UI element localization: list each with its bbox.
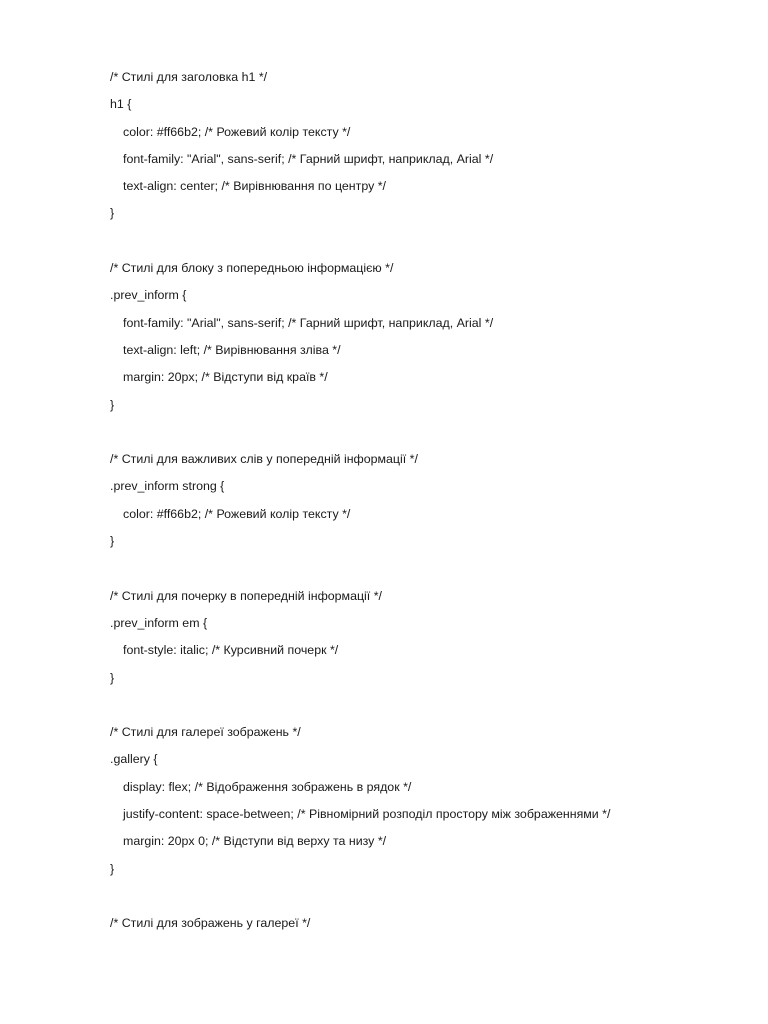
code-property-line: display: flex; /* Відображення зображень в рядок */ [123,779,412,794]
code-comment-line: /* Стилі для блоку з попередньою інформацією */ [110,261,394,276]
css-code-listing [110,64,750,938]
code-property-line: text-align: left; /* Вирівнювання зліва */ [123,342,341,357]
blank-line [110,692,750,719]
code-selector-line: .prev_inform { [110,288,187,303]
code-property-line: margin: 20px 0; /* Відступи від верху та низу */ [123,834,387,849]
blank-line [110,555,750,582]
code-property-line: color: #ff66b2; /* Рожевий колір тексту */ [123,506,351,521]
code-comment-line: /* Стилі для заголовка h1 */ [110,70,268,84]
code-property-line: font-family: "Arial", sans-serif; /* Гарний шрифт, наприклад, Arial */ [123,315,494,330]
code-closing-brace: } [110,397,115,412]
code-property-line: text-align: center; /* Вирівнювання по центру */ [123,179,386,194]
code-selector-line: .prev_inform em { [110,615,208,630]
code-selector-line: .gallery { [110,752,158,767]
code-closing-brace: } [110,861,115,876]
code-comment-line: /* Стилі для важливих слів у попередній інформації */ [110,452,418,467]
code-property-line: justify-content: space-between; /* Рівномірний розподіл простору між зображеннями */ [123,807,611,822]
code-property-line: font-family: "Arial", sans-serif; /* Гарний шрифт, наприклад, Arial */ [123,151,494,166]
blank-line [110,228,750,255]
code-selector-line: h1 { [110,97,132,112]
code-comment-line: /* Стилі для зображень у галереї */ [110,916,311,931]
blank-line [110,883,750,910]
code-comment-line: /* Стилі для почерку в попередній інформації */ [110,588,382,603]
code-property-line: color: #ff66b2; /* Рожевий колір тексту */ [123,124,351,139]
code-closing-brace: } [110,534,115,549]
code-closing-brace: } [110,670,115,685]
code-property-line: font-style: italic; /* Курсивний почерк */ [123,643,339,658]
blank-line [110,419,750,446]
code-comment-line: /* Стилі для галереї зображень */ [110,725,301,740]
code-closing-brace: } [110,206,115,221]
code-selector-line: .prev_inform strong { [110,479,225,494]
code-property-line: margin: 20px; /* Відступи від країв */ [123,370,328,385]
